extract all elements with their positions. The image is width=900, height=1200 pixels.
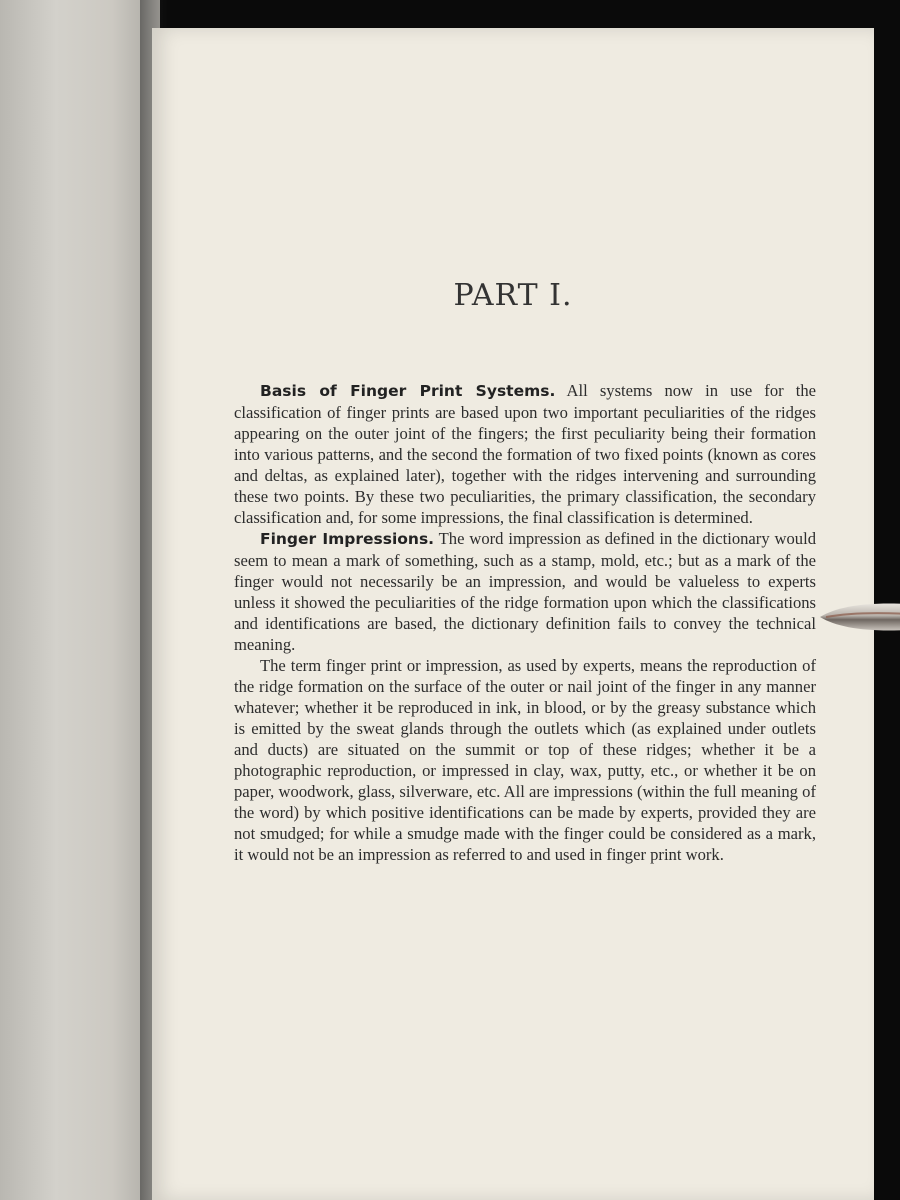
paragraph-text: All systems now in use for the classification of finger prints are based upon two important peculiarities of the ridges appearing on the outer joint of the fingers; the first peculiarity being their formation into various patterns, and the second the formation of two fixed points (known as cores and deltas, as explained later), together with the ridges intervening and surrounding these two points. By these two peculiarities, the primary classification, the secondary classification and, for some impressions, the final classification is determined.: [234, 381, 817, 527]
paragraph-text: The word impression as defined in the dictionary would seem to mean a mark of something, such as a stamp, mold, etc.; but as a mark of the finger would not necessarily be an impression, and would be valueless to experts unless it showed the peculiarities of the ridge formation upon which the classifications and identifications are based, the dictionary definition fails to convey the technical meaning.: [234, 529, 816, 654]
silver-clip-icon: [818, 600, 900, 634]
page-title: PART I.: [453, 278, 573, 313]
paragraph-term-definition: [234, 655, 816, 865]
paragraph-basis: [234, 380, 816, 528]
paragraph-finger-impressions: [234, 528, 816, 655]
paragraph-text: The term finger print or impression, as used by experts, means the reproduction of the ridge formation on the surface of the outer or nail joint of the finger in any manner whatever; whether it be reproduced in ink, in blood, or by the greasy substance which is emitted by the sweat glands through the outlets which (as explained under outlets and ducts) are situated on the summit or top of these ridges; whether it be a photographic reproduction, or impressed in clay, wax, putty, etc., or whether it be on paper, woodwork, glass, silverware, etc. All are impressions (within the full meaning of the word) by which positive identifications can be made by experts, provided they are not smudged; for while a smudge made with the finger could be considered as a mark, it would not be an impression as referred to and used in finger print work.: [234, 656, 816, 864]
paragraph-heading: Finger Impressions.: [260, 530, 435, 548]
body-text: [234, 380, 816, 865]
facing-page: [0, 0, 160, 1200]
paragraph-heading: Basis of Finger Print Systems.: [260, 382, 556, 400]
book-page: [152, 28, 874, 1200]
